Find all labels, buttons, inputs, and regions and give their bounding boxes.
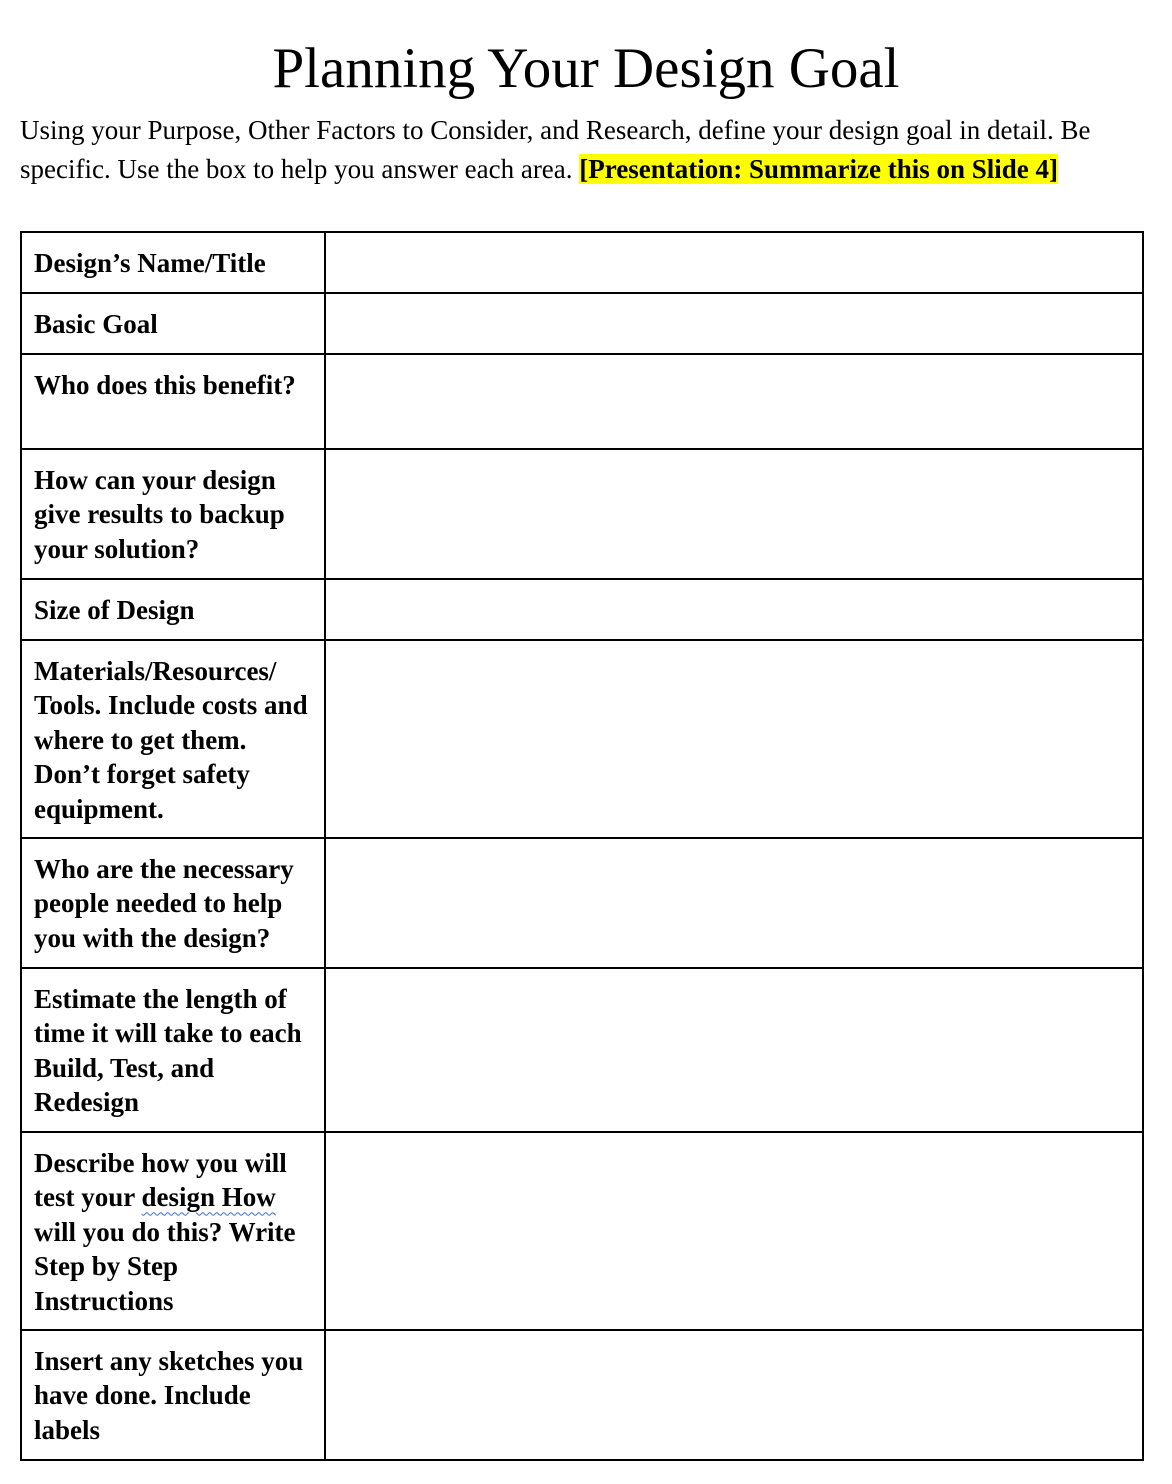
answer-field[interactable] bbox=[325, 449, 1143, 579]
table-row bbox=[21, 640, 1143, 838]
row-label: Basic Goal bbox=[34, 309, 158, 339]
row-label: Design’s Name/Title bbox=[34, 248, 266, 278]
table-row bbox=[21, 354, 1143, 449]
table-row bbox=[21, 838, 1143, 968]
row-label: Size of Design bbox=[34, 595, 195, 625]
table-row bbox=[21, 449, 1143, 579]
row-label-cell bbox=[21, 293, 325, 354]
answer-field[interactable] bbox=[325, 232, 1143, 293]
row-label-cell bbox=[21, 968, 325, 1132]
row-label: Who does this benefit? bbox=[34, 370, 296, 400]
answer-field[interactable] bbox=[325, 354, 1143, 449]
row-label-cell bbox=[21, 232, 325, 293]
row-label-part: Describe how you will test your bbox=[34, 1148, 287, 1213]
row-label bbox=[22, 1133, 324, 1318]
spellcheck-underlined-text: design How bbox=[141, 1182, 276, 1213]
presentation-highlight: [Presentation: Summarize this on Slide 4] bbox=[579, 154, 1059, 184]
row-label-cell bbox=[21, 579, 325, 640]
row-label-cell bbox=[21, 838, 325, 968]
row-label-cell bbox=[21, 1330, 325, 1460]
row-label-cell bbox=[21, 354, 325, 449]
row-label: Estimate the length of time it will take to each Build, Test, and Redesign bbox=[34, 984, 302, 1118]
table-row bbox=[21, 1330, 1143, 1460]
row-label: Materials/Resources/ Tools. Include costs and where to get them. Don’t forget safety equipment. bbox=[34, 656, 308, 824]
row-label: Insert any sketches you have done. Include labels bbox=[34, 1346, 304, 1445]
design-goal-table bbox=[20, 231, 1144, 1461]
intro-paragraph bbox=[20, 111, 1156, 189]
row-label-cell bbox=[21, 1132, 325, 1330]
table-row bbox=[21, 968, 1143, 1132]
table-row bbox=[21, 232, 1143, 293]
answer-field[interactable] bbox=[325, 293, 1143, 354]
answer-field[interactable] bbox=[325, 640, 1143, 838]
row-label: Who are the necessary people needed to help you with the design? bbox=[34, 854, 294, 953]
row-label-part: will you do this? Write Step by Step Instructions bbox=[34, 1216, 296, 1316]
answer-field[interactable] bbox=[325, 1330, 1143, 1460]
intro-text: Using your Purpose, Other Factors to Consider, and Research, define your design goal in detail. Be specific. Use the box to help you answer each area. bbox=[20, 115, 1091, 184]
answer-field[interactable] bbox=[325, 579, 1143, 640]
table-row bbox=[21, 293, 1143, 354]
row-label-cell bbox=[21, 449, 325, 579]
table-row bbox=[21, 579, 1143, 640]
answer-field[interactable] bbox=[325, 838, 1143, 968]
answer-field[interactable] bbox=[325, 1132, 1143, 1330]
answer-field[interactable] bbox=[325, 968, 1143, 1132]
row-label: How can your design give results to backup your solution? bbox=[34, 465, 285, 564]
page-title: Planning Your Design Goal bbox=[272, 37, 900, 100]
row-label-cell bbox=[21, 640, 325, 838]
table-row bbox=[21, 1132, 1143, 1330]
